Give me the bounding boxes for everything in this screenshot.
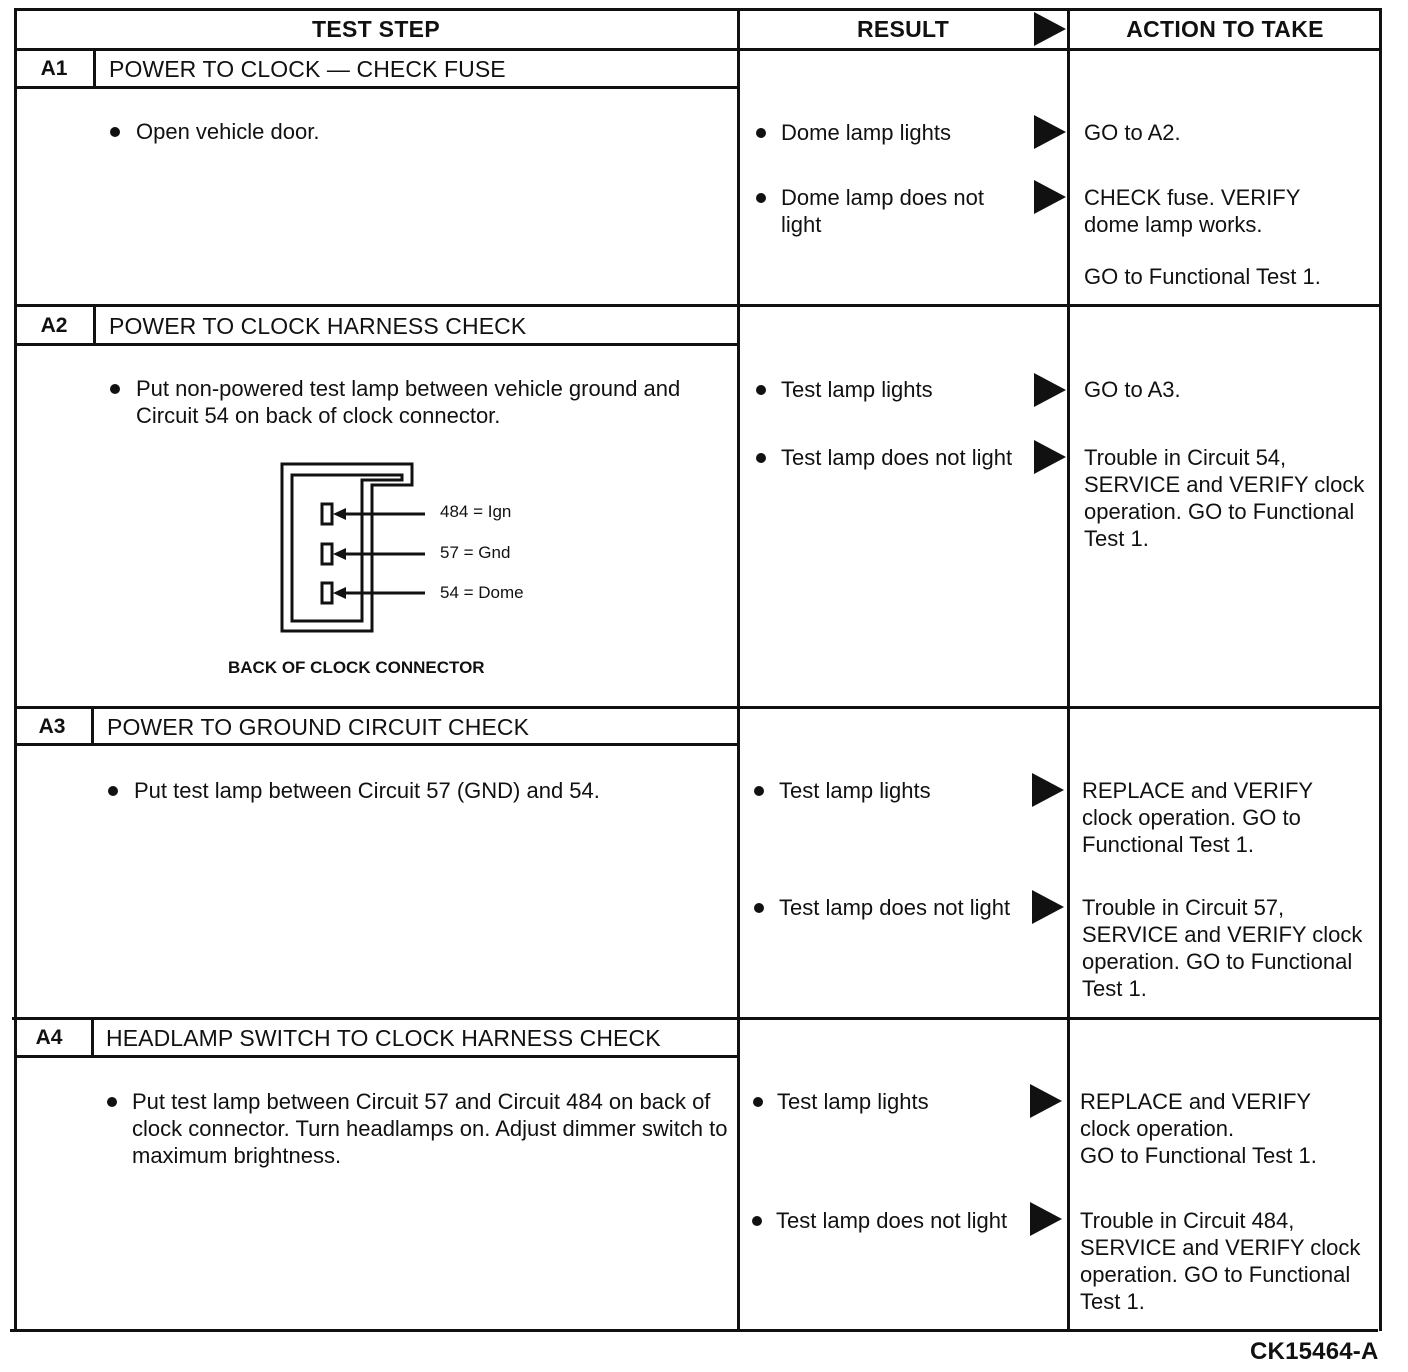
pin-terminal [322, 583, 332, 603]
bullet-icon [110, 127, 120, 137]
action-text: GO to Functional Test 1. [1080, 1143, 1317, 1168]
bullet-icon [108, 786, 118, 796]
bullet-icon [110, 384, 120, 394]
step-instruction: Open vehicle door. [136, 119, 320, 144]
header-arrow-icon [1034, 12, 1066, 46]
step-instruction: Put non-powered test lamp between vehicle ground and Circuit 54 on back of clock connector. [136, 376, 681, 428]
step-instruction: Put test lamp between Circuit 57 and Circuit 484 on back of clock connector. Turn headlamps on. Adjust dimmer switch to maximum brightness. [132, 1089, 728, 1168]
arrow-icon [1034, 373, 1066, 407]
result-text: Test lamp lights [779, 778, 931, 803]
result-text: Test lamp does not light [776, 1208, 1008, 1233]
step-id: A3 [38, 715, 66, 738]
result-text: Test lamp does not light [781, 445, 1013, 470]
step-title: HEADLAMP SWITCH TO CLOCK HARNESS CHECK [106, 1025, 661, 1051]
step-id: A2 [40, 314, 68, 337]
step-title: POWER TO CLOCK HARNESS CHECK [109, 313, 527, 339]
step-id: A1 [40, 57, 68, 80]
result-text: Dome lamp does not light [781, 185, 984, 237]
result-text: Test lamp lights [781, 377, 933, 402]
action-text: REPLACE and VERIFY clock operation. GO to Functional Test 1. [1082, 778, 1313, 857]
result-text: Test lamp does not light [779, 895, 1011, 920]
arrow-icon [1034, 440, 1066, 474]
pin-terminal [322, 504, 332, 524]
step-title: POWER TO CLOCK — CHECK FUSE [109, 56, 506, 82]
arrow-icon [1032, 773, 1064, 807]
pin-arrowhead-icon [333, 548, 346, 560]
action-text: GO to A2. [1084, 120, 1181, 145]
figure-code: CK15464-A [1250, 1338, 1379, 1365]
arrow-icon [1032, 890, 1064, 924]
pin-terminal [322, 544, 332, 564]
action-text: GO to A3. [1084, 377, 1181, 402]
step-title: POWER TO GROUND CIRCUIT CHECK [107, 714, 530, 740]
action-text: REPLACE and VERIFY clock operation. [1080, 1089, 1311, 1141]
arrow-icon [1030, 1202, 1062, 1236]
arrow-icon [1034, 180, 1066, 214]
bullet-icon [754, 786, 764, 796]
step-instruction: Put test lamp between Circuit 57 (GND) and 54. [134, 778, 600, 803]
arrow-icon [1030, 1084, 1062, 1118]
bullet-icon [107, 1097, 117, 1107]
connector-outline [282, 464, 412, 631]
header-action: ACTION TO TAKE [1126, 16, 1324, 42]
bullet-icon [756, 128, 766, 138]
action-text: CHECK fuse. VERIFY dome lamp works. [1084, 185, 1300, 237]
pin-arrowhead-icon [333, 587, 346, 599]
bullet-icon [756, 385, 766, 395]
header-test-step: TEST STEP [312, 16, 440, 42]
result-text: Test lamp lights [777, 1089, 929, 1114]
arrow-icon [1034, 115, 1066, 149]
action-text: Trouble in Circuit 57, SERVICE and VERIFY clock operation. GO to Functional Test 1. [1082, 895, 1363, 1001]
bullet-icon [753, 1097, 763, 1107]
action-text: Trouble in Circuit 54, SERVICE and VERIFY clock operation. GO to Functional Test 1. [1084, 445, 1365, 551]
result-text: Dome lamp lights [781, 120, 951, 145]
bullet-icon [754, 903, 764, 913]
diagram-caption: BACK OF CLOCK CONNECTOR [228, 658, 485, 677]
pin-label: 484 = Ign [440, 502, 512, 521]
action-text: Trouble in Circuit 484, SERVICE and VERIFY clock operation. GO to Functional Test 1. [1080, 1208, 1361, 1314]
connector-inner-outline [292, 475, 402, 621]
bullet-icon [756, 193, 766, 203]
bullet-icon [756, 453, 766, 463]
step-id: A4 [35, 1026, 63, 1049]
clock-connector-diagram [270, 455, 570, 645]
action-text: GO to Functional Test 1. [1084, 264, 1321, 289]
pin-arrowhead-icon [333, 508, 346, 520]
bullet-icon [752, 1216, 762, 1226]
pin-label: 54 = Dome [440, 583, 524, 602]
pin-label: 57 = Gnd [440, 543, 511, 562]
header-result: RESULT [856, 16, 950, 42]
